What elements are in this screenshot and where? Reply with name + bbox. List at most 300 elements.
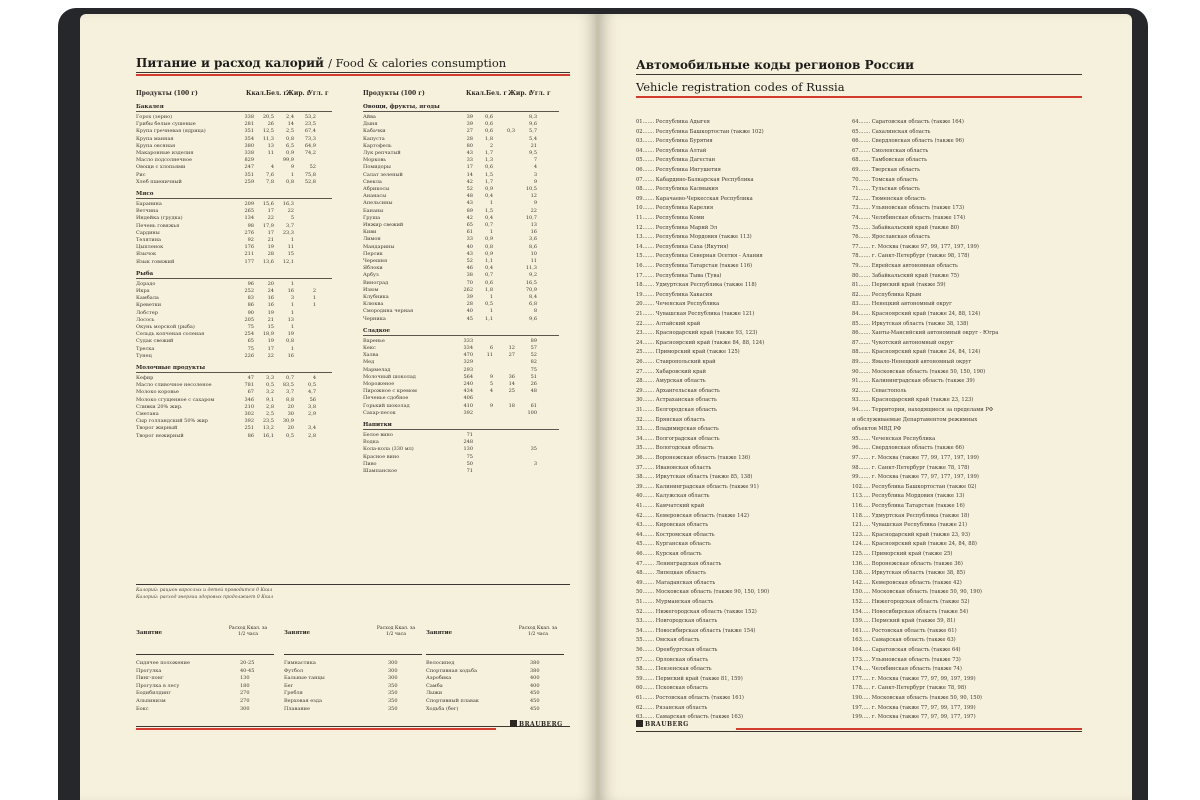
region-code-row: 09....... Карачаево-Черкесская Республика (636, 195, 753, 202)
region-code-row: 64....... Саратовская область (также 164) (852, 119, 964, 125)
food-value: 176 (244, 244, 254, 251)
region-code-row: 47....... Ленинградская область (636, 560, 722, 567)
food-value: 0,5 (308, 382, 316, 389)
bottom-red-rule (736, 728, 1082, 730)
food-value: 8,6 (529, 243, 537, 250)
food-value: 16 (267, 295, 274, 302)
region-code-row: 88....... Красноярский край (также 24, 84, 124) (852, 349, 981, 356)
region-code-row: 121..... Чувашская Республика (также 21) (852, 522, 968, 529)
food-value: 6,8 (529, 301, 537, 308)
food-name: Творог нежирный (136, 432, 184, 439)
food-row (136, 258, 336, 266)
food-value: 3,7 (286, 389, 294, 396)
activity-header-rule (284, 654, 422, 655)
food-value: 22 (267, 352, 274, 359)
region-code-row: 123..... Краснодарский край (также 23, 93) (852, 531, 971, 538)
food-value: 2,8 (266, 403, 274, 410)
food-value: 25 (508, 388, 515, 395)
region-code-row: 23....... Краснодарский край (также 93, 123) (636, 330, 758, 337)
food-value: 90 (247, 309, 254, 316)
food-value: 4 (270, 164, 274, 171)
food-value: 100 (527, 409, 537, 416)
food-value: 27 (466, 128, 473, 135)
food-value: 1,5 (485, 207, 493, 214)
activity-name: Гимнастика (284, 660, 316, 666)
food-value: 0,8 (286, 338, 294, 345)
food-name: Молоко коровье (136, 389, 179, 396)
food-value: 262 (463, 286, 473, 293)
food-value: 9 (489, 402, 493, 409)
food-value: 781 (244, 382, 254, 389)
food-value: 40 (466, 243, 473, 250)
region-code-row: 173..... Ульяновская область (также 73) (852, 656, 961, 663)
bottom-rule (136, 726, 570, 727)
region-code-row: 152..... Нижегородская область (также 52) (852, 599, 970, 605)
region-code-row: 56....... Оренбургская область (636, 647, 718, 653)
food-name: Кола-кола (330 мл) (363, 446, 414, 453)
food-value: 75 (530, 366, 537, 373)
activity-kcal: 380 (530, 660, 540, 666)
title-red-rule (636, 96, 1082, 98)
food-value: 75 (466, 453, 473, 460)
food-value: 82 (530, 359, 537, 366)
food-value: 252 (244, 288, 254, 294)
region-code-row: 48....... Липецкая область (636, 570, 706, 577)
food-value: 0,6 (485, 128, 493, 135)
food-value: 9,1 (266, 396, 274, 403)
food-value: 20 (287, 403, 294, 410)
brand-logo: BRAUBERG (636, 720, 689, 728)
activity-name: Гребля (284, 690, 303, 697)
region-code-row: 150..... Московская область (также 50, 90, 190) (852, 589, 982, 596)
activity-kcal: 350 (388, 698, 398, 704)
section-heading: Мясо (136, 191, 154, 197)
activity-rate-header: Расход Ккал. за 1/2 часа (228, 626, 268, 637)
section-heading: Бакалея (136, 104, 164, 110)
food-value: 8,8 (286, 396, 294, 403)
region-code-row: 37....... Ивановская область (636, 464, 712, 471)
food-value: 5 (290, 215, 294, 222)
food-value: 0,7 (485, 222, 493, 228)
region-code-row: 85....... Иркутская область (также 38, 138) (852, 320, 969, 327)
food-name: Креветки (136, 302, 162, 309)
activity-kcal: 400 (530, 682, 540, 689)
activity-name: Футбол (284, 667, 304, 674)
food-value: 71 (466, 468, 473, 474)
region-code-row: 99....... г. Москва (также 77, 97, 177, 197, 199) (852, 474, 979, 481)
food-value: 0,5 (286, 432, 294, 439)
region-code-row: 58....... Пензенская область (636, 666, 712, 673)
region-code-row: 40....... Калужская область (636, 493, 710, 500)
food-value: 73,3 (304, 135, 316, 142)
region-code-row: 154..... Новосибирская область (также 54) (852, 608, 969, 615)
food-value: 75 (247, 345, 254, 352)
region-code-row: 50....... Московская область (также 90, 150, 190) (636, 589, 770, 596)
food-name: Ветчина (136, 208, 159, 215)
activity-kcal: 130 (240, 675, 250, 682)
food-value: 16 (267, 302, 274, 309)
food-value: 57 (530, 345, 537, 351)
food-name: Творог жирный (136, 425, 178, 432)
food-name: Дыня (363, 121, 378, 128)
food-value: 98 (247, 222, 254, 229)
food-value: 338 (244, 114, 254, 120)
food-name: Сыр голландский 50% жир (136, 418, 208, 425)
food-value: 240 (463, 381, 473, 387)
food-value: 1,8 (485, 286, 493, 293)
title-underline (636, 74, 1082, 75)
activity-kcal: 300 (388, 675, 398, 682)
food-value: 7,8 (266, 178, 274, 185)
food-value: 52 (309, 164, 316, 171)
section-heading: Овощи, фрукты, ягоды (363, 104, 440, 110)
food-name: Судак свежий (136, 338, 174, 345)
food-value: 276 (244, 229, 254, 236)
activity-row (426, 705, 540, 714)
food-value: 46 (466, 265, 473, 272)
region-code-row: 30....... Астраханская область (636, 397, 717, 404)
activity-name: Верховая езда (284, 698, 322, 704)
food-value: 23,3 (282, 229, 294, 236)
region-code-row: 95....... Чеченская Республика (852, 435, 936, 442)
food-name: Инжир свежий (363, 222, 404, 228)
food-value: 35 (530, 446, 537, 453)
region-code-row: 51....... Мурманская область (636, 599, 714, 605)
title-english: / Food & calories consumption (328, 56, 507, 70)
food-value: 45 (466, 315, 473, 322)
food-value: 11 (267, 150, 274, 156)
food-name: Айва (363, 114, 376, 120)
food-value: 1,1 (485, 258, 493, 264)
left-page (80, 14, 598, 800)
col2-header (363, 90, 551, 97)
food-value: 75,8 (304, 171, 316, 178)
food-value: 53,2 (304, 114, 316, 120)
region-code-row: 53....... Новгородская область (636, 618, 718, 625)
food-value: 209 (244, 201, 254, 207)
food-value: 17 (466, 164, 473, 171)
food-name: Изюм (363, 286, 379, 293)
food-name: Печенье сдобное (363, 395, 409, 402)
food-value: 0,6 (485, 164, 493, 171)
food-value: 33 (466, 236, 473, 243)
food-value: 354 (244, 135, 254, 142)
region-code-row: 81....... Пермский край (также 59) (852, 282, 946, 289)
food-value: 52 (466, 186, 473, 192)
food-value: 4 (312, 375, 316, 381)
food-value: 39 (466, 121, 473, 128)
region-code-row: 13....... Республика Мордовия (также 113) (636, 234, 752, 241)
activity-name: Ходьба (бег) (426, 705, 459, 712)
food-name: Апельсины (363, 200, 393, 207)
region-code-row: 77....... г. Москва (также 97, 99, 177, 197, 199) (852, 243, 979, 250)
food-name: Горох (зерно) (136, 114, 173, 120)
food-value: 6,5 (286, 142, 294, 149)
header-protein: Бел. г (266, 90, 288, 97)
food-value: 15 (267, 324, 274, 330)
food-value: 0,7 (485, 272, 493, 279)
food-value: 22 (267, 215, 274, 222)
region-code-row: 26....... Ставропольский край (636, 359, 716, 365)
region-code-row: 190..... Московская область (также 50, 90, 150) (852, 695, 982, 701)
activity-kcal: 350 (388, 690, 398, 697)
food-value: 1 (290, 237, 294, 243)
section-heading: Напитки (363, 422, 392, 428)
food-name: Черника (363, 315, 386, 322)
food-value: 130 (463, 446, 473, 453)
footnote-2: Калорий: расход энергии здоровых продолжает 0 Ккал (136, 595, 274, 600)
activity-kcal: 450 (530, 690, 540, 697)
food-value: 27 (508, 352, 515, 359)
food-value: 86 (247, 302, 254, 309)
food-value: 7,6 (266, 171, 274, 178)
food-value: 89 (530, 337, 537, 344)
food-value: 265 (244, 208, 254, 215)
food-value: 20 (287, 425, 294, 432)
region-code-row: 91....... Калининградская область (также 39) (852, 378, 975, 385)
activity-kcal: 380 (530, 667, 540, 674)
food-value: 392 (244, 418, 254, 425)
food-value: 329 (463, 359, 473, 366)
food-value: 1 (489, 200, 493, 207)
food-name: Хлеб пшеничный (136, 178, 182, 185)
activity-kcal: 300 (388, 667, 398, 674)
food-value: 406 (463, 395, 473, 402)
food-value: 1 (290, 302, 294, 309)
food-name: Лобстер (136, 309, 158, 316)
food-value: 4 (489, 388, 493, 395)
region-code-row: 73....... Ульяновская область (также 173) (852, 205, 965, 212)
food-value: 65 (247, 338, 254, 345)
food-value: 48 (466, 193, 473, 200)
food-value: 2,8 (308, 432, 316, 439)
region-code-row: 60....... Псковская область (636, 685, 708, 692)
food-value: 22 (530, 207, 537, 214)
food-value: 0,5 (266, 382, 274, 389)
region-code-row: 33....... Владимирская область (636, 426, 719, 433)
region-code-row: 12....... Республика Марий Эл (636, 224, 718, 231)
region-code-row: 138..... Иркутская область (также 38, 85) (852, 570, 966, 577)
food-value: 10,5 (525, 186, 537, 192)
region-code-row: 05....... Республика Дагестан (636, 157, 716, 164)
region-code-row: 124..... Красноярский край (также 24, 84, 88) (852, 541, 977, 548)
region-code-row: 65....... Сахалинская область (852, 128, 931, 135)
food-value: 38 (466, 272, 473, 279)
region-code-row: 174..... Челябинская область (также 74) (852, 666, 962, 673)
activity-kcal: 40-45 (240, 667, 255, 674)
food-value: 23,5 (304, 121, 316, 128)
region-code-row: 66....... Свердловская область (также 96) (852, 138, 964, 145)
food-value: 5,7 (529, 128, 537, 135)
food-value: 0,8 (286, 135, 294, 142)
activity-name: Сидячее положение (136, 660, 190, 666)
food-value: 3 (533, 171, 537, 178)
food-value: 1 (290, 280, 294, 287)
food-name: Водка (363, 439, 379, 446)
header-kcal: Ккал. (246, 90, 266, 97)
food-value: 0,4 (485, 214, 493, 221)
page-title: Автомобильные коды регионов России (636, 58, 915, 72)
right-page (598, 14, 1132, 800)
food-value: 43 (466, 250, 473, 257)
food-row (136, 432, 336, 440)
food-value: 434 (463, 388, 473, 395)
food-name: Сливки 20% жир. (136, 403, 183, 410)
food-value: 3,3 (266, 375, 274, 381)
food-value: 0,9 (485, 250, 493, 257)
food-value: 21 (267, 237, 274, 243)
food-value: 8,4 (529, 294, 537, 300)
region-code-row: 41....... Камчатский край (636, 503, 705, 509)
activity-kcal: 270 (240, 698, 250, 704)
col1-header (136, 90, 329, 97)
food-value: 333 (463, 337, 473, 344)
food-name: Смородина черная (363, 308, 414, 315)
activity-kcal: 400 (530, 675, 540, 682)
region-code-row: 70....... Томская область (852, 176, 918, 183)
region-code-row: 92....... Севастополь (852, 387, 907, 394)
food-name: Язык говяжий (136, 258, 175, 265)
activity-kcal: 450 (530, 705, 540, 712)
food-value: 19 (267, 338, 274, 345)
food-value: 351 (244, 128, 254, 135)
food-value: 9 (290, 164, 294, 171)
footnote-1: Калорий: рацион взрослых и детей проводится 0 Ккал (136, 588, 273, 593)
food-value: 0,3 (507, 128, 515, 135)
food-name: Баранина (136, 201, 162, 207)
brand-logo: BRAUBERG (510, 720, 563, 728)
food-value: 1,1 (485, 315, 493, 322)
region-code-row: 32....... Брянская область (636, 416, 706, 423)
food-value: 247 (244, 164, 254, 171)
food-name: Пирожное с кремом (363, 388, 417, 395)
section-heading: Сладкое (363, 327, 391, 334)
food-value: 1 (489, 229, 493, 236)
title-underline (136, 72, 570, 73)
header-carbs: Угл. г (308, 90, 329, 97)
food-value: 0,8 (286, 178, 294, 185)
food-name: Масло подсолнечное (136, 157, 192, 164)
food-value: 9,6 (529, 315, 537, 322)
food-value: 3,7 (286, 222, 294, 229)
activity-rate-header: Расход Ккал. за 1/2 часа (376, 626, 416, 637)
region-code-row: 78....... г. Санкт-Петербург (также 98, 178) (852, 253, 970, 260)
food-name: Крупа овсяная (136, 142, 176, 149)
region-code-row: 21....... Чувашская Республика (также 121) (636, 311, 755, 317)
activity-name: Прогулка (136, 667, 162, 674)
region-code-row: 125..... Приморский край (также 25) (852, 551, 953, 557)
region-code-row: 14....... Республика Саха (Якутия) (636, 243, 729, 250)
region-code-row: 68....... Тамбовская область (852, 157, 927, 164)
food-value: 24 (267, 288, 274, 294)
food-value: 254 (244, 331, 254, 338)
food-value: 43 (466, 200, 473, 207)
food-name: Кефир (136, 375, 154, 381)
food-value: 346 (244, 396, 254, 403)
region-code-row: 84....... Красноярский край (также 24, 88, 124) (852, 311, 981, 317)
food-value: 211 (244, 251, 254, 258)
food-name: Свекла (363, 178, 382, 185)
activity-name: Пинг-понг (136, 675, 164, 682)
food-value: 3,2 (266, 389, 274, 396)
food-value: 3,4 (308, 425, 316, 432)
food-name: Черешня (363, 258, 388, 264)
region-code-row: 24....... Красноярский край (также 84, 88, 124) (636, 339, 765, 346)
region-code-row: 116..... Республика Татарстан (также 16) (852, 503, 965, 509)
food-value: 210 (244, 403, 254, 410)
food-value: 281 (244, 121, 254, 128)
food-name: Треска (136, 345, 155, 352)
food-value: 226 (244, 352, 254, 359)
food-value: 70 (466, 279, 473, 286)
region-code-row: 44....... Костромская область (636, 531, 715, 538)
region-code-row: 17....... Республика Тыва (Тува) (636, 272, 722, 279)
food-name: Мед (363, 359, 375, 366)
food-value: 0,7 (286, 375, 294, 381)
food-value: 7 (533, 157, 537, 164)
page-title (136, 56, 506, 70)
region-code-row: 142..... Кемеровская область (также 42) (852, 579, 962, 586)
food-value: 177 (244, 258, 254, 265)
food-name: Яблоки (363, 265, 383, 272)
region-code-row: 67....... Смоленская область (852, 147, 929, 154)
food-value: 293 (463, 366, 473, 373)
region-code-row: 161..... Ростовская область (также 61) (852, 627, 957, 634)
activity-name: Бег (284, 682, 294, 689)
food-value: 1,5 (485, 171, 493, 178)
activity-name: Лыжи (426, 690, 443, 697)
food-value: 1 (489, 294, 493, 300)
food-value: 11 (486, 352, 493, 359)
food-value: 0,9 (286, 150, 294, 156)
food-value: 334 (463, 345, 473, 351)
food-name: Окунь морской (рыба) (136, 324, 195, 330)
food-value: 48 (530, 388, 537, 395)
food-name: Белое вино (363, 432, 393, 438)
region-code-row: 36....... Воронежская область (также 136) (636, 455, 751, 461)
food-value: 564 (463, 373, 473, 380)
food-name: Мармелад (363, 366, 391, 373)
food-value: 40 (466, 308, 473, 315)
activity-kcal: 350 (388, 705, 398, 712)
region-code-row: 15....... Республика Северная Осетия - Алания (636, 253, 763, 260)
region-code-row: 06....... Республика Ингушетия (636, 167, 721, 173)
food-name: Пиво (363, 460, 377, 467)
food-value: 10,7 (525, 214, 537, 221)
food-value: 28 (267, 251, 274, 258)
region-code-row: 19....... Республика Хакасия (636, 291, 713, 298)
activity-name: Плавание (284, 705, 310, 712)
food-value: 19 (287, 331, 294, 338)
food-value: 71 (466, 432, 473, 438)
food-value: 16 (287, 352, 294, 359)
activity-name: Альпинизм (136, 698, 166, 704)
food-value: 13 (267, 142, 274, 149)
region-code-row: 87....... Чукотский автономный округ (852, 339, 954, 346)
food-name: Варенье (363, 337, 385, 344)
region-code-row: 94....... Территории, находящиеся за пределами РФ (852, 407, 994, 413)
food-name: Молоко сгущенное с сахаром (136, 396, 215, 403)
region-code-row: 02....... Республика Башкортостан (также 102) (636, 128, 764, 135)
region-code-row: 27....... Хабаровский край (636, 368, 706, 375)
food-value: 0,9 (485, 186, 493, 192)
food-value: 0,5 (485, 301, 493, 308)
region-code-row: 79....... Еврейская автономная область (852, 263, 958, 269)
food-name: Салат зеленый (363, 171, 403, 178)
activity-kcal: 180 (240, 682, 250, 689)
food-name: Шампанское (363, 468, 398, 474)
activity-kcal: 300 (388, 660, 398, 666)
